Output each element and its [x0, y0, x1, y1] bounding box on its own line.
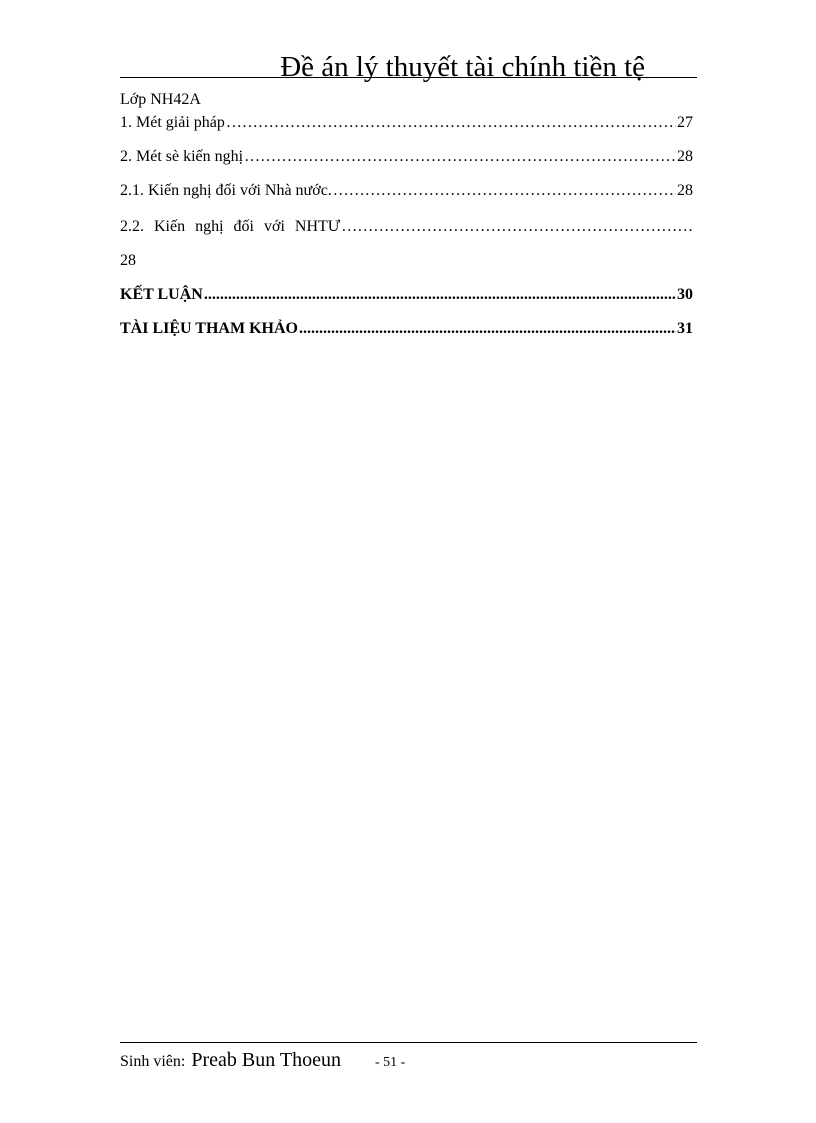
class-label: Lớp NH42A [120, 91, 201, 108]
toc-entry-title: 2. Mét sè kiến nghị [120, 148, 244, 165]
toc-entry-page: 31 [677, 320, 693, 337]
toc-entry-conclusion[interactable] [120, 284, 693, 306]
toc-leader-dots [341, 216, 692, 238]
header-divider [120, 77, 697, 78]
toc-leader-dots [204, 284, 676, 306]
document-header-title: Đề án lý thuyết tài chính tiền tệ [280, 51, 645, 83]
toc-entry-title: 2.2. Kiến nghị đối với NHTƯ [120, 218, 341, 235]
toc-entry[interactable] [120, 180, 693, 202]
student-label: Sinh viên [120, 1053, 181, 1070]
toc-entry-page: 27 [677, 114, 693, 131]
toc-entry-page: 30 [677, 286, 693, 303]
toc-leader-dots [299, 318, 676, 340]
toc-entry-page: 28 [677, 182, 693, 199]
toc-entry[interactable] [120, 146, 693, 168]
toc-entry-wrapped-page [120, 250, 136, 272]
page-footer [120, 1048, 405, 1075]
toc-entry-title: 2.1. Kiến nghị đối với Nhà nước. [120, 182, 332, 199]
toc-entry[interactable] [120, 216, 693, 238]
footer-divider [120, 1042, 697, 1043]
toc-entry-references[interactable] [120, 318, 693, 340]
toc-entry[interactable] [120, 112, 693, 134]
student-name: Preab Bun Thoeun [191, 1049, 341, 1071]
toc-leader-dots [244, 146, 676, 168]
toc-entry-title: 1. Mét giải pháp [120, 114, 225, 131]
toc-entry-page: 28 [120, 252, 136, 269]
toc-entry-title: TÀI LIỆU THAM KHẢO [120, 320, 298, 337]
toc-entry-title: KẾT LUẬN [120, 286, 203, 303]
toc-leader-dots [333, 180, 676, 202]
page-number: - 51 - [374, 1055, 406, 1070]
toc-leader-dots [226, 112, 676, 134]
toc-entry-page: 28 [677, 148, 693, 165]
label-colon: : [180, 1053, 186, 1070]
